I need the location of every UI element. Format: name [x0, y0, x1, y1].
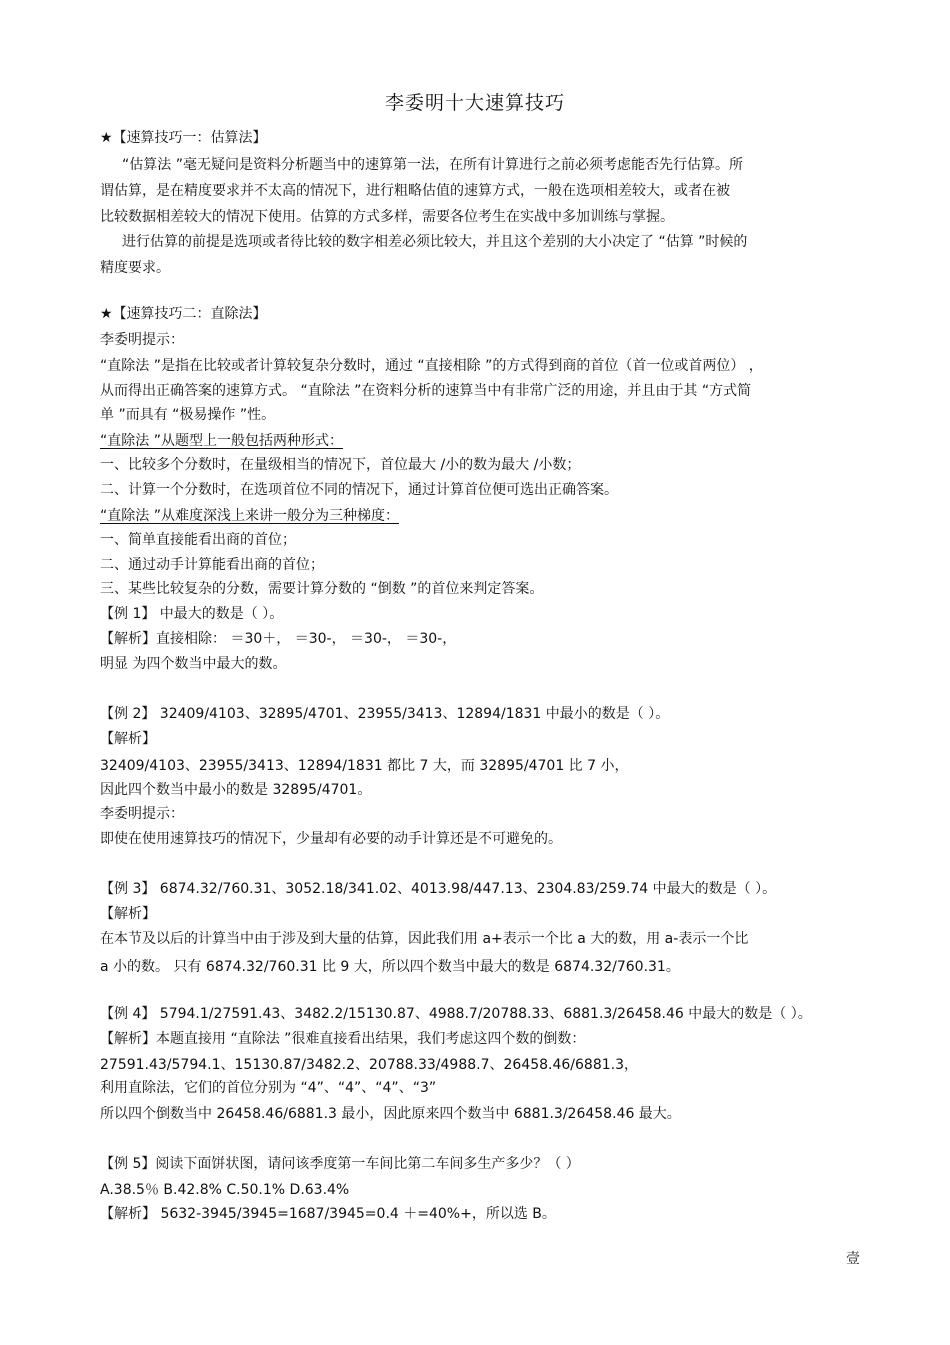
paragraph-line: 所以四个倒数当中 26458.46/6881.3 最小，因此原来四个数当中 6881.3/26458.46 最大。 [100, 1106, 681, 1122]
analysis-label: 【解析】 [100, 731, 156, 747]
section-heading-2: ★【速算技巧二：直除法】 [100, 306, 267, 322]
paragraph-line: 因此四个数当中最小的数是 32895/4701。 [100, 782, 372, 798]
list-item: 三、某些比较复杂的分数，需要计算分数的 “倒数 ”的首位来判定答案。 [100, 581, 544, 597]
example-4-question: 【例 4】 5794.1/27591.43、3482.2/15130.87、4988.7/20788.33、6881.3/26458.46 中最大的数是（ ）。 [100, 1006, 812, 1022]
paragraph-line: 进行估算的前提是选项或者待比较的数字相差必须比较大，并且这个差别的大小决定了 “估算 ”时候的 [122, 234, 748, 250]
paragraph-line: a 小的数。 只有 6874.32/760.31 比 9 大，所以四个数当中最大的数是 6874.32/760.31。 [100, 959, 680, 975]
subheading-levels: “直除法 ”从难度深浅上来讲一般分为三种梯度： [100, 508, 399, 524]
list-item: 二、计算一个分数时，在选项首位不同的情况下，通过计算首位便可选出正确答案。 [100, 482, 618, 498]
paragraph-line: 27591.43/5794.1、15130.87/3482.2、20788.33/4988.7、26458.46/6881.3， [100, 1057, 639, 1073]
list-item: 一、简单直接能看出商的首位； [100, 532, 296, 548]
section-heading-1: ★【速算技巧一：估算法】 [100, 130, 267, 146]
example-4-analysis: 【解析】本题直接用 “直除法 ”很难直接看出结果，我们考虑这四个数的倒数： [100, 1031, 586, 1047]
example-1-analysis: 【解析】直接相除： ＝30＋， ＝30-， ＝30-， ＝30-， [100, 631, 457, 647]
paragraph-line: 即使在使用速算技巧的情况下，少量却有必要的动手计算还是不可避免的。 [100, 831, 562, 847]
example-2-question: 【例 2】 32409/4103、32895/4701、23955/3413、12894/1831 中最小的数是（ ）。 [100, 706, 670, 722]
paragraph-line: 从而得出正确答案的速算方式。 “直除法 ”在资料分析的速算当中有非常广泛的用途，并且由于其 “方式简 [100, 383, 752, 399]
tip-label: 李委明提示： [100, 332, 184, 348]
tip-label: 李委明提示： [100, 806, 184, 822]
paragraph-line: 在本节及以后的计算当中由于涉及到大量的估算，因此我们用 a+表示一个比 a 大的数，用 a-表示一个比 [100, 931, 749, 947]
list-item: 一、比较多个分数时，在量级相当的情况下，首位最大 /小的数为最大 /小数； [100, 457, 581, 473]
page-title: 李委明十大速算技巧 [384, 92, 565, 114]
page-number: 壹 [846, 1251, 860, 1267]
paragraph-line: 精度要求。 [100, 260, 170, 276]
example-5-analysis: 【解析】 5632-3945/3945=1687/3945=0.4 ＋=40%+，所以选 B。 [100, 1206, 556, 1222]
paragraph-line: 32409/4103、23955/3413、12894/1831 都比 7 大，而 32895/4701 比 7 小， [100, 758, 629, 774]
subheading-forms: “直除法 ”从题型上一般包括两种形式： [100, 433, 343, 449]
example-5-question: 【例 5】阅读下面饼状图，请问该季度第一车间比第二车间多生产多少？（ ） [100, 1156, 580, 1172]
paragraph-line: 利用直除法，它们的首位分别为 “4”、“4”、“4”、“3” [100, 1080, 437, 1096]
list-item: 二、通过动手计算能看出商的首位； [100, 557, 324, 573]
example-5-options: A.38.5％ B.42.8% C.50.1% D.63.4% [100, 1182, 350, 1198]
paragraph-line: “估算法 ”毫无疑问是资料分析题当中的速算第一法，在所有计算进行之前必须考虑能否先行估算。所 [122, 157, 743, 173]
paragraph-line: 比较数据相差较大的情况下使用。估算的方式多样，需要各位考生在实战中多加训练与掌握。 [100, 209, 674, 225]
paragraph-line: 单 ”而具有 “极易操作 ”性。 [100, 407, 276, 423]
analysis-label: 【解析】 [100, 906, 156, 922]
example-1-conclusion: 明显 为四个数当中最大的数。 [100, 656, 287, 672]
example-1-question: 【例 1】 中最大的数是（ ）。 [100, 606, 284, 622]
example-3-question: 【例 3】 6874.32/760.31、3052.18/341.02、4013.98/447.13、2304.83/259.74 中最大的数是（ ）。 [100, 881, 777, 897]
paragraph-line: “直除法 ”是指在比较或者计算较复杂分数时，通过 “直接相除 ”的方式得到商的首位（首一位或首两位） ， [100, 358, 763, 374]
paragraph-line: 谓估算，是在精度要求并不太高的情况下，进行粗略估值的速算方式，一般在选项相差较大，或者在被 [100, 183, 730, 199]
